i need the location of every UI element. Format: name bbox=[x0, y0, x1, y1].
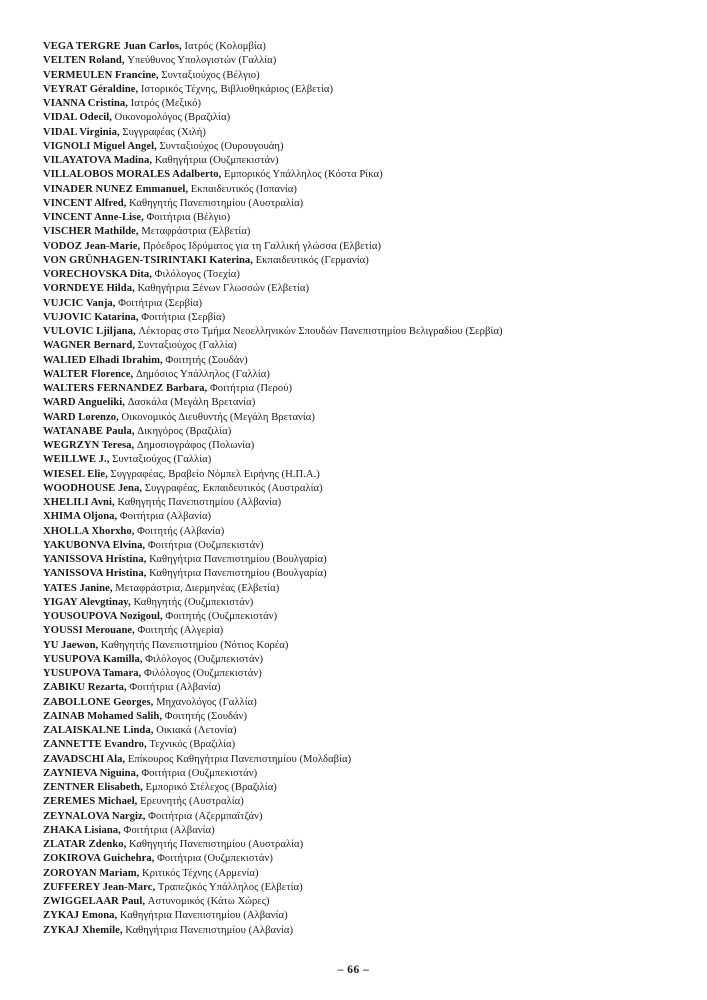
entry-description: Εμπορικός Υπάλληλος (Κόστα Ρίκα) bbox=[221, 169, 383, 181]
entry-description: Δασκάλα (Μεγάλη Βρετανία) bbox=[125, 397, 256, 409]
entry-description: Πρόεδρος Ιδρύματος για τη Γαλλική γλώσσα (Ελβετία) bbox=[140, 240, 382, 252]
entry-description: Υπεύθυνος Υπολογιστών (Γαλλία) bbox=[124, 55, 277, 67]
entry-name: ZABIKU Rezarta, bbox=[43, 682, 127, 694]
entry-description: Καθηγήτρια Πανεπιστημίου (Βουλγαρία) bbox=[146, 568, 327, 580]
entry-description: Οικονομικός Διευθυντής (Μεγάλη Βρετανία) bbox=[118, 411, 315, 423]
entry-description: Καθηγητής (Ουζμπεκιστάν) bbox=[130, 596, 254, 608]
list-item bbox=[43, 525, 683, 539]
entry-description: Συνταξιούχος (Γαλλία) bbox=[134, 340, 237, 352]
entry-description: Φοιτήτρια (Ουζμπεκιστάν) bbox=[154, 853, 273, 865]
entry-name: ZOROYAN Mariam, bbox=[43, 867, 140, 879]
entry-description: Ιατρός (Κολομβία) bbox=[181, 41, 266, 52]
entry-name: WALIED Elhadi Ibrahim, bbox=[43, 354, 163, 366]
entry-name: WARD Angueliki, bbox=[43, 397, 125, 409]
list-item bbox=[43, 282, 683, 296]
list-item bbox=[43, 510, 683, 524]
entry-description: Επίκουρος Καθηγήτρια Πανεπιστημίου (Μολδαβία) bbox=[125, 753, 352, 765]
entry-description: Φοιτήτρια (Αλβανία) bbox=[120, 824, 215, 836]
entry-name: ZAINAB Mohamed Salih, bbox=[43, 710, 163, 722]
entry-name: VILAYATOVA Madina, bbox=[43, 155, 153, 166]
entry-description: Φοιτητής (Ουζμπεκιστάν) bbox=[162, 611, 278, 622]
entry-name: ZUFFEREY Jean-Marc, bbox=[43, 881, 156, 893]
entry-name: ZENTNER Elisabeth, bbox=[43, 782, 143, 793]
entry-name: VORECHOVSKA Dita, bbox=[43, 269, 152, 280]
list-item bbox=[43, 468, 683, 482]
entry-name: WEGRZYN Teresa, bbox=[43, 440, 135, 451]
list-item bbox=[43, 710, 683, 724]
entry-description: Φοιτήτρια (Σερβία) bbox=[138, 311, 226, 323]
list-item bbox=[43, 482, 683, 496]
entry-name: ZHAKA Lisiana, bbox=[43, 824, 121, 836]
list-item bbox=[43, 453, 683, 467]
entry-name: VULOVIC Ljiljana, bbox=[43, 326, 136, 337]
entry-name: YATES Janine, bbox=[43, 582, 113, 594]
entry-description: Ιστορικός Τέχνης, Βιβλιοθηκάριος (Ελβετία) bbox=[138, 83, 334, 95]
entry-description: Λέκτορας στο Τμήμα Νεοελληνικών Σπουδών Πανεπιστημίου Βελιγραδίου (Σερβία) bbox=[135, 326, 503, 337]
entry-name: ZWIGGELAAR Paul, bbox=[43, 896, 146, 907]
entry-description: Συγγραφέας, Εκπαιδευτικός (Αυστραλία) bbox=[142, 482, 323, 494]
list-item bbox=[43, 639, 683, 653]
list-item bbox=[43, 97, 683, 111]
list-item bbox=[43, 211, 683, 225]
list-item bbox=[43, 339, 683, 353]
entry-name: VODOZ Jean-Marie, bbox=[43, 240, 141, 252]
list-item bbox=[43, 824, 683, 838]
list-item bbox=[43, 653, 683, 667]
entry-name: YU Jaewon, bbox=[43, 639, 99, 651]
entry-name: WARD Lorenzo, bbox=[43, 411, 119, 423]
list-item bbox=[43, 225, 683, 239]
entry-name: ZYKAJ Emona, bbox=[43, 910, 118, 922]
list-item bbox=[43, 197, 683, 211]
list-item bbox=[43, 268, 683, 282]
entry-name: ZALAISKALNE Linda, bbox=[43, 725, 154, 736]
list-item bbox=[43, 724, 683, 738]
entry-name: VON GRÜNHAGEN-TSIRINTAKI Katerina, bbox=[43, 254, 253, 266]
entry-description: Φοιτητής (Αλβανία) bbox=[134, 525, 225, 537]
list-item bbox=[43, 795, 683, 809]
entry-name: YIGAY Alevgtinay, bbox=[43, 596, 131, 608]
entry-description: Φοιτητής (Αλγερία) bbox=[134, 625, 224, 637]
list-item bbox=[43, 838, 683, 852]
entry-description: Καθηγητής Πανεπιστημίου (Αλβανία) bbox=[114, 497, 282, 508]
entry-description: Καθηγήτρια Πανεπιστημίου (Βουλγαρία) bbox=[146, 554, 327, 565]
list-item bbox=[43, 439, 683, 453]
entry-name: VIANNA Cristina, bbox=[43, 98, 128, 109]
list-item bbox=[43, 382, 683, 396]
entry-description: Φιλόλογος (Ουζμπεκιστάν) bbox=[142, 653, 264, 665]
entry-description: Αστυνομικός (Κάτω Χώρες) bbox=[145, 896, 270, 907]
entry-name: WALTER Florence, bbox=[43, 368, 134, 380]
entry-name: ZEREMES Michael, bbox=[43, 796, 138, 808]
entry-name: WIESEL Elie, bbox=[43, 468, 108, 480]
list-item bbox=[43, 111, 683, 125]
entry-name: VELTEN Roland, bbox=[43, 55, 125, 67]
list-item bbox=[43, 596, 683, 610]
entry-description: Καθηγήτρια Πανεπιστημίου (Αλβανία) bbox=[117, 910, 288, 922]
entry-name: VUJCIC Vanja, bbox=[43, 297, 116, 309]
entry-description: Καθηγητής Πανεπιστημίου (Αυστραλία) bbox=[126, 839, 304, 850]
entry-description: Φοιτήτρια (Αζερμπαϊτζάν) bbox=[145, 810, 263, 822]
entry-name: YOUSSI Merouane, bbox=[43, 625, 135, 637]
list-item bbox=[43, 696, 683, 710]
entry-name: ZABOLLONE Georges, bbox=[43, 696, 154, 708]
entry-description: Φοιτήτρια (Περού) bbox=[207, 383, 293, 394]
entry-description: Φοιτήτρια (Αλβανία) bbox=[117, 511, 212, 523]
list-item bbox=[43, 852, 683, 866]
list-item bbox=[43, 240, 683, 254]
entry-name: ZAYNIEVA Niguina, bbox=[43, 767, 139, 779]
entry-description: Καθηγήτρια (Ουζμπεκιστάν) bbox=[152, 155, 279, 166]
entry-name: YANISSOVA Hristina, bbox=[43, 568, 147, 580]
list-item bbox=[43, 895, 683, 909]
list-item bbox=[43, 126, 683, 140]
entry-description: Μεταφράστρια, Διερμηνέας (Ελβετία) bbox=[112, 582, 280, 594]
entry-description: Φιλόλογος (Τσεχία) bbox=[151, 269, 240, 280]
list-item bbox=[43, 867, 683, 881]
page-number: – 66 – bbox=[337, 964, 370, 976]
list-item bbox=[43, 69, 683, 83]
list-item bbox=[43, 496, 683, 510]
entry-name: YUSUPOVA Tamara, bbox=[43, 668, 142, 679]
list-item bbox=[43, 54, 683, 68]
entry-name: VUJOVIC Katarina, bbox=[43, 311, 139, 323]
entry-description: Μεταφράστρια (Ελβετία) bbox=[138, 226, 251, 238]
entry-name: VINADER NUNEZ Emmanuel, bbox=[43, 183, 189, 195]
list-item bbox=[43, 154, 683, 168]
entry-description: Φοιτήτρια (Ουζμπεκιστάν) bbox=[138, 767, 258, 779]
entry-name: ZANNETTE Evandro, bbox=[43, 739, 147, 751]
entry-name: ZOKIROVA Guichehra, bbox=[43, 853, 155, 865]
list-item bbox=[43, 781, 683, 795]
list-item bbox=[43, 140, 683, 154]
list-item bbox=[43, 738, 683, 752]
entry-description: Ιατρός (Μεξικό) bbox=[127, 98, 202, 109]
entry-description: Κριτικός Τέχνης (Αρμενία) bbox=[139, 867, 259, 879]
entry-description: Εμπορικό Στέλεχος (Βραζιλία) bbox=[142, 782, 277, 793]
entry-description: Καθηγητής Πανεπιστημίου (Αυστραλία) bbox=[126, 197, 304, 209]
entry-name: VEGA TERGRE Juan Carlos, bbox=[43, 41, 182, 52]
entry-name: YANISSOVA Hristina, bbox=[43, 554, 147, 565]
list-item bbox=[43, 767, 683, 781]
list-item bbox=[43, 254, 683, 268]
list-item bbox=[43, 168, 683, 182]
entry-name: YAKUBONVA Elvina, bbox=[43, 539, 146, 551]
entry-name: ZEYNALOVA Nargiz, bbox=[43, 810, 146, 822]
entry-description: Οικονομολόγος (Βραζιλία) bbox=[111, 112, 231, 124]
entry-description: Ερευνητής (Αυστραλία) bbox=[137, 796, 244, 808]
entry-name: VIGNOLI Miguel Angel, bbox=[43, 140, 157, 152]
entry-name: VORNDEYE Hilda, bbox=[43, 283, 135, 295]
entry-description: Φοιτητής (Σουδάν) bbox=[162, 710, 248, 722]
list-item bbox=[43, 368, 683, 382]
list-item bbox=[43, 83, 683, 97]
entry-description: Συνταξιούχος (Ουρουγουάη) bbox=[156, 140, 284, 152]
entry-description: Φοιτήτρια (Αλβανία) bbox=[126, 682, 221, 694]
list-item bbox=[43, 810, 683, 824]
list-item bbox=[43, 411, 683, 425]
entry-description: Φοιτήτρια (Ουζμπεκιστάν) bbox=[145, 539, 264, 551]
list-item bbox=[43, 610, 683, 624]
entry-name: WALTERS FERNANDEZ Barbara, bbox=[43, 383, 208, 394]
entry-description: Τεχνικός (Βραζιλία) bbox=[146, 739, 236, 751]
entry-name: VIDAL Virginia, bbox=[43, 126, 120, 138]
entry-name: ZYKAJ Xhemile, bbox=[43, 924, 123, 936]
entry-name: VIDAL Odecil, bbox=[43, 112, 112, 124]
entry-description: Συνταξιούχος (Βέλγιο) bbox=[158, 69, 260, 81]
entry-name: XHELILI Avni, bbox=[43, 497, 115, 508]
list-item bbox=[43, 396, 683, 410]
list-item bbox=[43, 553, 683, 567]
entry-description: Τραπεζικός Υπάλληλος (Ελβετία) bbox=[155, 881, 303, 893]
list-item bbox=[43, 425, 683, 439]
entry-description: Καθηγήτρια Ξένων Γλωσσών (Ελβετία) bbox=[134, 283, 310, 295]
entry-name: YOUSOUPOVA Nozigoul, bbox=[43, 611, 163, 622]
entry-name: VISCHER Mathilde, bbox=[43, 226, 139, 238]
entry-description: Συγγραφέας, Βραβείο Νόμπελ Ειρήνης (Η.Π.Α.) bbox=[107, 468, 320, 480]
entry-name: XHOLLA Xhorxho, bbox=[43, 525, 135, 537]
signatory-list bbox=[43, 40, 683, 938]
entry-description: Φιλόλογος (Ουζμπεκιστάν) bbox=[141, 668, 262, 679]
entry-description: Φοιτήτρια (Βέλγιο) bbox=[143, 212, 231, 223]
list-item bbox=[43, 667, 683, 681]
entry-name: ZLATAR Zdenko, bbox=[43, 839, 127, 850]
entry-name: VERMEULEN Francine, bbox=[43, 69, 159, 81]
entry-name: ZAVADSCHI Ala, bbox=[43, 753, 126, 765]
list-item bbox=[43, 624, 683, 638]
entry-description: Φοιτήτρια (Σερβία) bbox=[115, 297, 203, 309]
entry-name: WATANABE Paula, bbox=[43, 425, 135, 437]
entry-name: WOODHOUSE Jena, bbox=[43, 482, 143, 494]
list-item bbox=[43, 539, 683, 553]
entry-description: Δημοσιογράφος (Πολωνία) bbox=[134, 440, 255, 451]
list-item bbox=[43, 582, 683, 596]
entry-description: Εκπαιδευτικός (Ισπανία) bbox=[188, 183, 297, 195]
entry-name: YUSUPOVA Kamilla, bbox=[43, 653, 143, 665]
list-item bbox=[43, 909, 683, 923]
list-item bbox=[43, 40, 683, 54]
list-item bbox=[43, 354, 683, 368]
list-item bbox=[43, 297, 683, 311]
list-item bbox=[43, 753, 683, 767]
entry-description: Συνταξιούχος (Γαλλία) bbox=[109, 454, 212, 466]
entry-name: WAGNER Bernard, bbox=[43, 340, 135, 352]
entry-description: Εκπαιδευτικός (Γερμανία) bbox=[252, 254, 369, 266]
entry-description: Δικηγόρος (Βραζιλία) bbox=[134, 425, 232, 437]
list-item bbox=[43, 881, 683, 895]
list-item bbox=[43, 567, 683, 581]
entry-name: VINCENT Anne-Lise, bbox=[43, 212, 144, 223]
entry-name: WEILLWE J., bbox=[43, 454, 110, 466]
entry-description: Συγγραφέας (Χιλή) bbox=[119, 126, 206, 138]
entry-name: XHIMA Oljona, bbox=[43, 511, 118, 523]
entry-description: Φοιτητής (Σουδάν) bbox=[162, 354, 248, 366]
entry-description: Δημόσιος Υπάλληλος (Γαλλία) bbox=[133, 368, 270, 380]
entry-description: Μηχανολόγος (Γαλλία) bbox=[153, 696, 257, 708]
list-item bbox=[43, 325, 683, 339]
entry-description: Οικιακά (Λετονία) bbox=[153, 725, 237, 736]
list-item bbox=[43, 183, 683, 197]
entry-name: VEYRAT Géraldine, bbox=[43, 83, 139, 95]
entry-description: Καθηγητής Πανεπιστημίου (Νότιος Κορέα) bbox=[98, 639, 289, 651]
list-item bbox=[43, 681, 683, 695]
entry-name: VINCENT Alfred, bbox=[43, 197, 127, 209]
list-item bbox=[43, 924, 683, 938]
entry-description: Καθηγήτρια Πανεπιστημίου (Αλβανία) bbox=[122, 924, 294, 936]
list-item bbox=[43, 311, 683, 325]
entry-name: VILLALOBOS MORALES Adalberto, bbox=[43, 169, 222, 181]
